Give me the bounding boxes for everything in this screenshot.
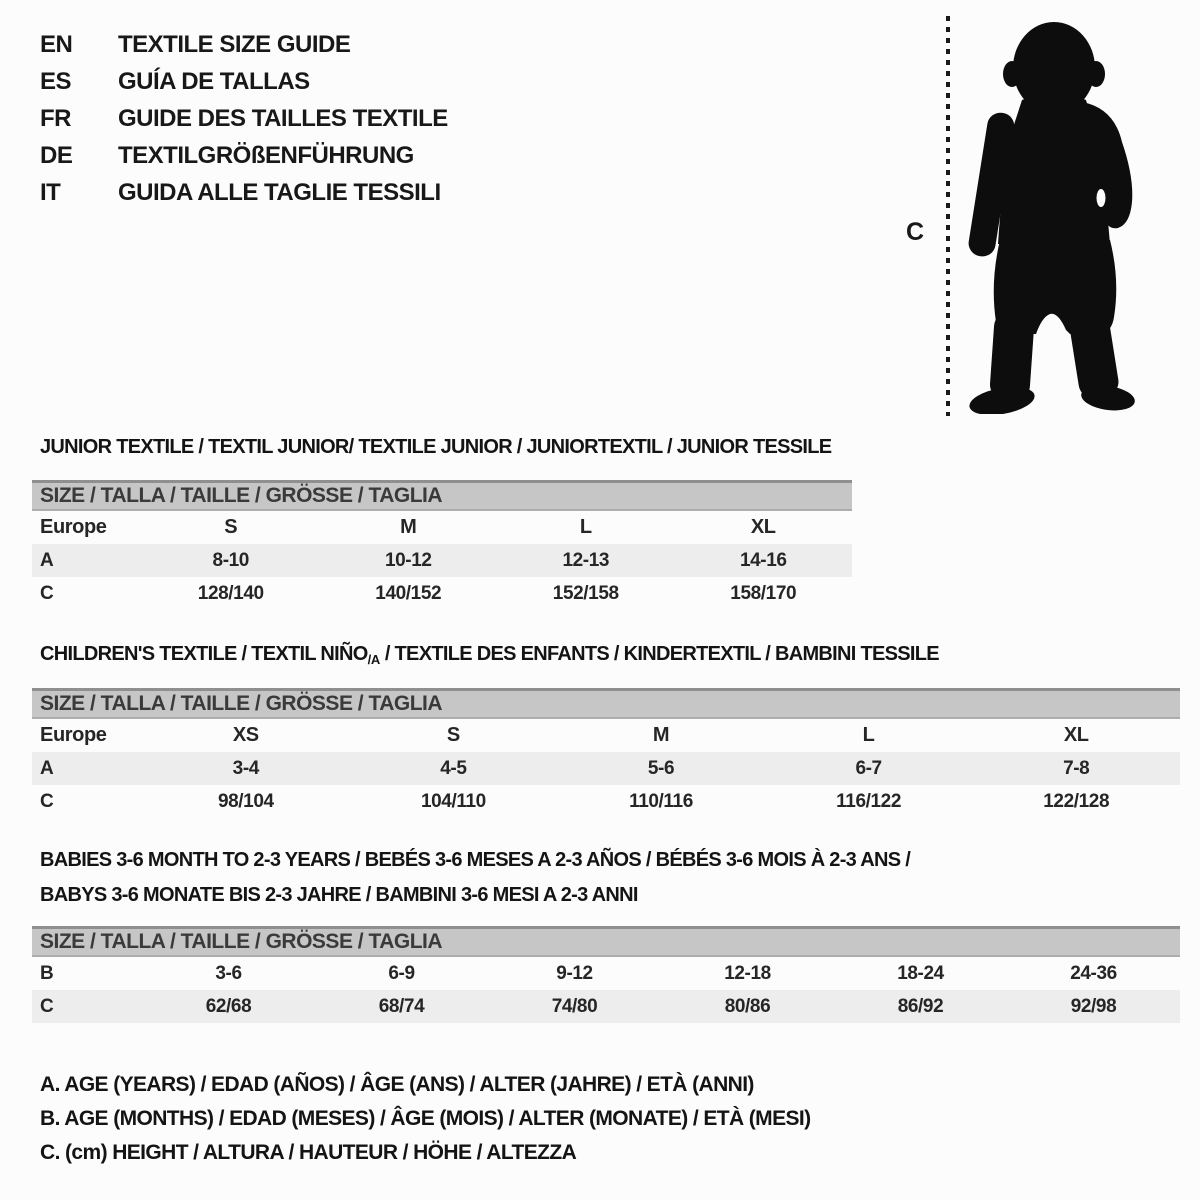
language-code: EN [40,31,73,58]
age-cell: 5-6 [647,758,675,779]
toddler-silhouette-icon [962,12,1142,414]
height-cell: 104/110 [420,791,486,812]
babies-title-line1: BABIES 3-6 MONTH TO 2-3 YEARS / BEBÉS 3-6 MESES A 2-3 AÑOS / BÉBÉS 3-6 MOIS À 2-3 ANS / [40,849,911,871]
language-title-block [40,26,448,211]
size-cell: S [446,724,460,746]
language-code: FR [40,105,71,132]
legend-footnotes [40,1068,811,1170]
table-row [32,785,1180,818]
children-title-subscript: /A [367,652,380,667]
height-cell: 98/104 [217,791,274,812]
age-cell: 24-36 [1070,963,1117,984]
age-cell: 12-18 [724,963,771,984]
language-row [40,26,448,63]
language-code: DE [40,142,73,169]
guide-title-fr: GUIDE DES TAILLES TEXTILE [118,105,448,132]
children-title-post: / TEXTILE DES ENFANTS / KINDERTEXTIL / BAMBINI TESSILE [379,643,939,665]
babies-size-table [32,926,1180,1023]
height-cell: 68/74 [378,996,425,1017]
children-size-table [32,688,1180,818]
footnote-age-years: A. AGE (YEARS) / EDAD (AÑOS) / ÂGE (ANS) / ALTER (JAHRE) / ETÀ (ANNI) [40,1073,754,1096]
height-measure-label: C [906,218,925,246]
language-row [40,174,448,211]
age-cell: 3-4 [232,758,259,779]
size-cell: XS [232,724,259,746]
age-cell: 14-16 [739,550,787,571]
row-label: C [40,583,54,604]
size-table-header: SIZE / TALLA / TAILLE / GRÖSSE / TAGLIA [32,688,1180,719]
height-cell: 92/98 [1070,996,1117,1017]
age-cell: 7-8 [1063,758,1090,779]
size-table-header: SIZE / TALLA / TAILLE / GRÖSSE / TAGLIA [32,926,1180,957]
height-cell: 80/86 [724,996,771,1017]
height-cell: 140/152 [375,583,442,604]
age-cell: 6-7 [855,758,882,779]
row-label: A [40,550,54,571]
footnote-age-months: B. AGE (MONTHS) / EDAD (MESES) / ÂGE (MOIS) / ALTER (MONATE) / ETÀ (MESI) [40,1107,811,1130]
row-label: A [40,758,54,779]
height-cell: 110/116 [629,791,693,812]
language-row [40,63,448,100]
guide-title-en: TEXTILE SIZE GUIDE [118,31,351,58]
height-dashed-line [944,16,952,416]
height-cell: 152/158 [552,583,619,604]
table-row [32,990,1180,1023]
height-cell: 74/80 [551,996,598,1017]
junior-size-table [32,480,852,610]
babies-section-title [40,843,910,913]
language-row [40,100,448,137]
size-cell: S [224,516,238,538]
age-cell: 3-6 [215,963,242,984]
children-title-pre: CHILDREN'S TEXTILE / TEXTIL NIÑO [40,643,368,665]
babies-title-line2: BABYS 3-6 MONATE BIS 2-3 JAHRE / BAMBINI 3-6 MESI A 2-3 ANNI [40,884,638,906]
row-label: Europe [40,724,107,746]
size-cell: M [400,516,417,538]
language-row [40,137,448,174]
age-cell: 8-10 [212,550,249,571]
guide-title-it: GUIDA ALLE TAGLIE TESSILI [118,179,441,206]
table-row [32,957,1180,990]
table-row [32,577,852,610]
height-cell: 62/68 [205,996,252,1017]
height-cell: 128/140 [197,583,264,604]
guide-title-es: GUÍA DE TALLAS [118,68,310,95]
junior-section-title: JUNIOR TEXTILE / TEXTIL JUNIOR/ TEXTILE JUNIOR / JUNIORTEXTIL / JUNIOR TESSILE [40,436,832,458]
age-cell: 10-12 [384,550,432,571]
children-section-title [40,643,939,667]
age-cell: 4-5 [440,758,467,779]
footnote-height-cm: C. (cm) HEIGHT / ALTURA / HAUTEUR / HÖHE / ALTEZZA [40,1141,577,1164]
size-cell: M [652,724,670,746]
height-cell: 158/170 [730,583,797,604]
table-row [32,719,1180,752]
size-table-header: SIZE / TALLA / TAILLE / GRÖSSE / TAGLIA [32,480,852,511]
size-cell: XL [1063,724,1089,746]
age-cell: 6-9 [388,963,415,984]
language-code: IT [40,179,61,206]
size-cell: XL [750,516,776,538]
row-label: Europe [40,516,107,538]
guide-title-de: TEXTILGRÖßENFÜHRUNG [118,142,414,169]
table-row [32,544,852,577]
table-row [32,511,852,544]
height-cell: 116/122 [836,791,902,812]
row-label: B [40,963,54,984]
row-label: C [40,996,54,1017]
age-cell: 18-24 [897,963,944,984]
size-cell: L [862,724,875,746]
table-row [32,752,1180,785]
language-code: ES [40,68,72,95]
age-cell: 9-12 [556,963,593,984]
height-cell: 122/128 [1043,791,1110,812]
row-label: C [40,791,54,812]
height-cell: 86/92 [897,996,944,1017]
size-cell: L [579,516,592,538]
age-cell: 12-13 [562,550,610,571]
